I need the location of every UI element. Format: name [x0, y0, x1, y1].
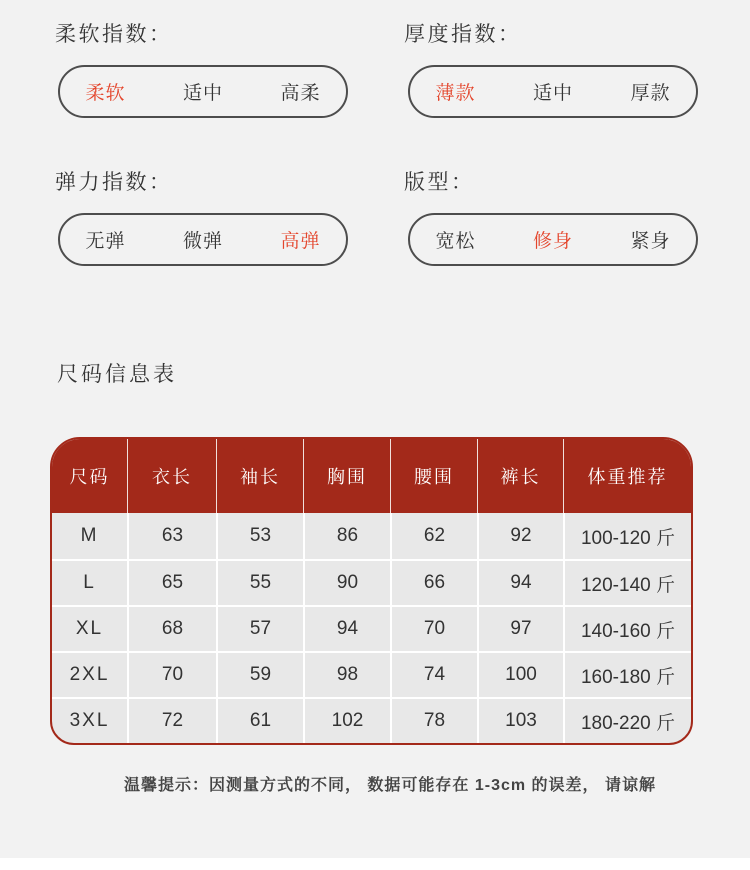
fit-option-tight: 紧身 [630, 231, 671, 252]
cell-size: 3XL [69, 710, 110, 731]
cell-top-length: 68 [127, 607, 216, 651]
cell-waist: 70 [390, 607, 477, 651]
cell-pants-length: 92 [477, 513, 563, 559]
fit-option-loose: 宽松 [435, 231, 476, 252]
cell-size: 2XL [69, 664, 110, 685]
elasticity-index-label: 弹力指数： [55, 171, 173, 194]
cell-weight-recommendation: 140-160 斤 [563, 607, 691, 651]
cell-waist: 66 [390, 561, 477, 605]
cell-top-length: 70 [127, 653, 216, 697]
header-waist: 腰围 [390, 439, 477, 513]
fit-scale [408, 213, 698, 266]
softness-index-scale [58, 65, 348, 118]
cell-top-length: 63 [127, 513, 216, 559]
softness-index-label: 柔软指数： [55, 23, 173, 46]
cell-pants-length: 94 [477, 561, 563, 605]
cell-sleeve-length: 55 [216, 561, 303, 605]
cell-size: XL [75, 618, 104, 639]
table-row [52, 697, 691, 743]
softness-option-extra-soft: 高柔 [280, 83, 321, 104]
cell-size: L [83, 572, 96, 593]
cell-weight-recommendation: 100-120 斤 [563, 513, 691, 559]
cell-weight-recommendation: 120-140 斤 [563, 561, 691, 605]
header-top-length: 衣长 [127, 439, 216, 513]
table-row [52, 651, 691, 697]
cell-size: M [80, 525, 99, 546]
cell-waist: 78 [390, 699, 477, 743]
thickness-index-scale [408, 65, 698, 118]
size-table [50, 437, 693, 745]
cell-sleeve-length: 53 [216, 513, 303, 559]
cell-chest: 86 [303, 513, 390, 559]
cell-weight-recommendation: 180-220 斤 [563, 699, 691, 743]
thickness-option-medium: 适中 [532, 83, 573, 104]
header-size: 尺码 [69, 467, 110, 487]
fit-label: 版型： [404, 171, 475, 194]
cell-sleeve-length: 59 [216, 653, 303, 697]
cell-chest: 94 [303, 607, 390, 651]
table-row [52, 605, 691, 651]
cell-sleeve-length: 61 [216, 699, 303, 743]
cell-top-length: 72 [127, 699, 216, 743]
header-sleeve-length: 袖长 [216, 439, 303, 513]
cell-chest: 102 [303, 699, 390, 743]
cell-top-length: 65 [127, 561, 216, 605]
header-weight-recommendation: 体重推荐 [563, 439, 691, 513]
cell-pants-length: 97 [477, 607, 563, 651]
table-header-row [52, 439, 691, 513]
elasticity-option-no-stretch: 无弹 [85, 231, 126, 252]
cell-pants-length: 103 [477, 699, 563, 743]
elasticity-option-high-stretch: 高弹 [280, 231, 321, 252]
softness-option-soft: 柔软 [85, 83, 126, 104]
thickness-option-thick: 厚款 [630, 83, 671, 104]
elasticity-index-scale [58, 213, 348, 266]
header-pants-length: 裤长 [477, 439, 563, 513]
table-row [52, 513, 691, 559]
thickness-index-label: 厚度指数： [404, 23, 522, 46]
measurement-note: 温馨提示：因测量方式的不同， 数据可能存在 1-3cm 的误差， 请谅解 [123, 777, 657, 794]
cell-sleeve-length: 57 [216, 607, 303, 651]
size-table-title: 尺码信息表 [57, 363, 177, 386]
fit-option-slim: 修身 [532, 231, 573, 252]
cell-chest: 90 [303, 561, 390, 605]
cell-waist: 62 [390, 513, 477, 559]
cell-chest: 98 [303, 653, 390, 697]
elasticity-option-slight-stretch: 微弹 [182, 231, 223, 252]
bottom-strip [0, 858, 750, 870]
thickness-option-thin: 薄款 [435, 83, 476, 104]
softness-option-medium: 适中 [182, 83, 223, 104]
cell-weight-recommendation: 160-180 斤 [563, 653, 691, 697]
cell-waist: 74 [390, 653, 477, 697]
cell-pants-length: 100 [477, 653, 563, 697]
table-row [52, 559, 691, 605]
header-chest: 胸围 [303, 439, 390, 513]
